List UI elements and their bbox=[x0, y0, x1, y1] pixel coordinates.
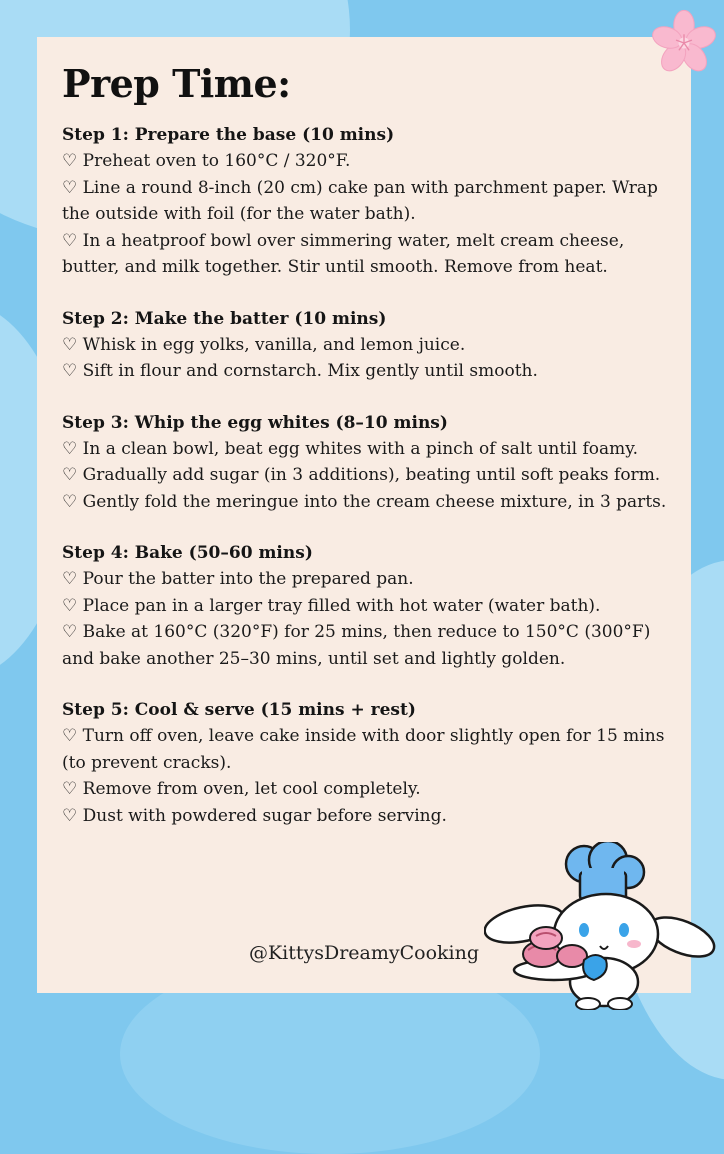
step-instruction: ♡ Pour the batter into the prepared pan. bbox=[62, 569, 414, 589]
step-3 bbox=[62, 410, 672, 516]
step-heading: Step 5: Cool & serve (15 mins + rest) bbox=[62, 700, 416, 720]
step-instruction: ♡ Gradually add sugar (in 3 additions), beating until soft peaks form. bbox=[62, 465, 661, 485]
step-1 bbox=[62, 122, 672, 281]
step-instruction: ♡ Preheat oven to 160°C / 320°F. bbox=[62, 151, 351, 171]
step-heading: Step 1: Prepare the base (10 mins) bbox=[62, 125, 395, 145]
social-handle: @KittysDreamyCooking bbox=[248, 942, 480, 964]
step-instruction: ♡ Sift in flour and cornstarch. Mix gently until smooth. bbox=[62, 361, 538, 381]
step-heading: Step 3: Whip the egg whites (8–10 mins) bbox=[62, 412, 448, 433]
chef-puppy-mascot-icon bbox=[484, 842, 718, 1010]
chef-hat-icon bbox=[566, 842, 644, 900]
step-5 bbox=[62, 697, 672, 829]
cherry-blossom-icon bbox=[650, 9, 718, 77]
step-heading: Step 2: Make the batter (10 mins) bbox=[62, 308, 387, 329]
step-instruction: ♡ In a heatproof bowl over simmering water, melt cream cheese, butter, and milk together. Stir until smooth. Remove from heat. bbox=[62, 230, 625, 277]
step-instruction: ♡ Line a round 8-inch (20 cm) cake pan with parchment paper. Wrap the outside with foil (for the water bath). bbox=[62, 177, 658, 224]
step-heading: Step 4: Bake (50–60 mins) bbox=[62, 543, 313, 563]
step-instruction: ♡ Bake at 160°C (320°F) for 25 mins, then reduce to 150°C (300°F) and bake another 25–30 mins, until set and lightly golden. bbox=[62, 622, 651, 669]
step-instruction: ♡ Place pan in a larger tray filled with hot water (water bath). bbox=[62, 595, 601, 616]
page-title: Prep Time: bbox=[62, 61, 291, 106]
step-instruction: ♡ In a clean bowl, beat egg whites with a pinch of salt until foamy. bbox=[62, 438, 639, 459]
step-instruction: ♡ Dust with powdered sugar before serving. bbox=[62, 805, 447, 826]
step-instruction: ♡ Remove from oven, let cool completely. bbox=[62, 779, 421, 799]
step-instruction: ♡ Whisk in egg yolks, vanilla, and lemon juice. bbox=[62, 334, 466, 355]
steps-list bbox=[62, 122, 672, 854]
step-instruction: ♡ Turn off oven, leave cake inside with door slightly open for 15 mins (to prevent cracks). bbox=[62, 726, 665, 773]
step-2 bbox=[62, 306, 672, 385]
step-instruction: ♡ Gently fold the meringue into the cream cheese mixture, in 3 parts. bbox=[62, 491, 667, 512]
step-4 bbox=[62, 540, 672, 672]
